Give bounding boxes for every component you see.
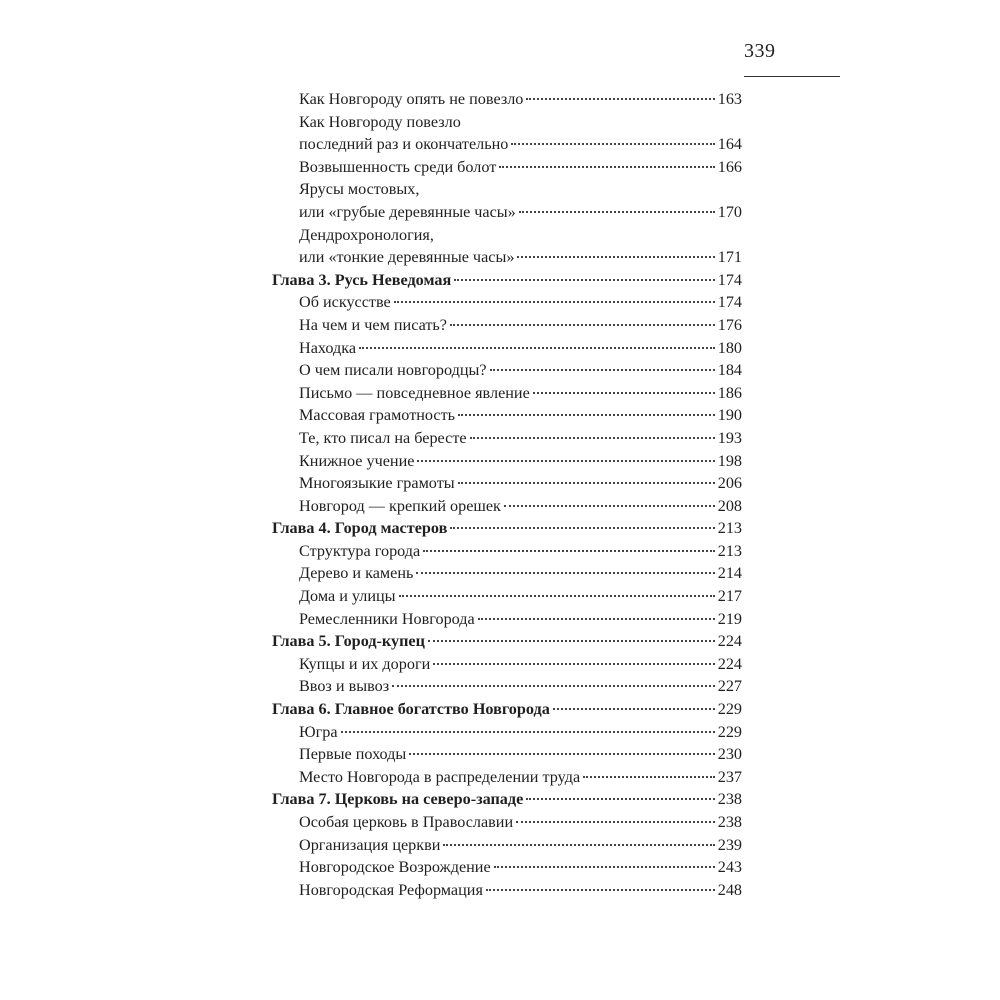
toc-entry-title: Книжное учение xyxy=(299,451,415,470)
toc-section-entry xyxy=(272,427,742,450)
toc-entry-line xyxy=(272,472,742,495)
toc-entry-line xyxy=(272,450,742,473)
toc-entry-line xyxy=(272,585,742,608)
toc-section-entry xyxy=(272,540,742,563)
dot-leader xyxy=(490,369,715,371)
toc-section-entry xyxy=(272,337,742,360)
toc-entry-line xyxy=(272,698,742,721)
toc-entry-page: 190 xyxy=(717,406,742,425)
dot-leader xyxy=(392,685,715,687)
toc-entry-page: 238 xyxy=(717,813,742,831)
toc-entry-line xyxy=(272,517,742,540)
toc-section-entry xyxy=(272,608,742,631)
toc-entry-page: 239 xyxy=(717,835,742,854)
toc-entry-page: 166 xyxy=(717,157,742,176)
toc-entry-title: Как Новгороду опять не повезло xyxy=(299,90,524,108)
dot-leader xyxy=(450,324,715,326)
toc-entry-title: Многоязыкие грамоты xyxy=(299,474,455,493)
toc-entry-line xyxy=(272,721,742,744)
dot-leader xyxy=(423,550,714,552)
toc-entry-title: Глава 7. Церковь на северо-западе xyxy=(272,790,524,809)
toc-entry-page: 229 xyxy=(717,700,742,719)
toc-entry-page: 170 xyxy=(717,202,742,221)
toc-entry-title: Глава 3. Русь Неведомая xyxy=(272,270,452,289)
toc-entry-page: 213 xyxy=(717,541,742,560)
toc-entry-line xyxy=(272,337,742,360)
dot-leader xyxy=(517,256,714,258)
dot-leader xyxy=(478,618,715,620)
toc-section-entry xyxy=(272,766,742,789)
dot-leader xyxy=(359,347,715,349)
toc-entry-line xyxy=(272,743,742,766)
dot-leader xyxy=(450,527,714,529)
dot-leader xyxy=(494,866,715,868)
toc-entry-page: 198 xyxy=(717,451,742,470)
toc-entry-title: Югра xyxy=(299,722,338,741)
toc-entry-title: Ярусы мостовых, xyxy=(299,180,420,199)
toc-entry-line xyxy=(272,856,742,879)
toc-entry-line xyxy=(272,653,742,676)
dot-leader xyxy=(399,595,715,597)
toc-entry-page: 243 xyxy=(717,858,742,877)
toc-entry-title: Первые походы xyxy=(299,745,407,764)
toc-entry-page: 163 xyxy=(717,90,742,108)
toc-entry-title: Те, кто писал на бересте xyxy=(299,428,467,447)
toc-section-entry xyxy=(272,291,742,314)
toc-section-entry xyxy=(272,879,742,902)
toc-entry-page: 230 xyxy=(717,745,742,764)
toc-entry-title: Ремесленники Новгорода xyxy=(299,609,475,628)
toc-entry-title: Глава 4. Город мастеров xyxy=(272,519,448,538)
toc-section-entry xyxy=(272,834,742,857)
toc-chapter-entry xyxy=(272,269,742,292)
toc-entry-line xyxy=(272,427,742,450)
dot-leader xyxy=(526,98,714,100)
dot-leader xyxy=(394,301,715,303)
toc-section-entry xyxy=(272,156,742,179)
toc-entry-page: 219 xyxy=(717,609,742,628)
toc-entry-title: О чем писали новгородцы? xyxy=(299,361,487,380)
toc-section-entry xyxy=(272,382,742,405)
toc-entry-page: 224 xyxy=(717,632,742,651)
toc-entry-line xyxy=(272,766,742,789)
toc-entry-line xyxy=(272,88,742,111)
toc-entry-page: 237 xyxy=(717,767,742,786)
toc-entry-line xyxy=(272,382,742,405)
toc-section-entry xyxy=(272,675,742,698)
toc-section-entry xyxy=(272,811,742,834)
toc-entry-title: Ввоз и вывоз xyxy=(299,677,390,696)
toc-entry-page: 171 xyxy=(717,248,742,267)
dot-leader xyxy=(553,708,715,710)
toc-entry-line xyxy=(272,224,742,247)
toc-entry-line xyxy=(272,314,742,337)
toc-section-entry xyxy=(272,743,742,766)
toc-entry-page: 176 xyxy=(717,315,742,334)
dot-leader xyxy=(583,776,715,778)
toc-entry-page: 174 xyxy=(717,270,742,289)
toc-entry-title: Новгород — крепкий орешек xyxy=(299,496,501,515)
toc-entry-page: 184 xyxy=(717,361,742,380)
toc-entry-title: Дерево и камень xyxy=(299,564,414,583)
toc-entry-line xyxy=(272,495,742,518)
toc-section-entry xyxy=(272,111,742,156)
dot-leader xyxy=(470,437,715,439)
toc-entry-title: или «грубые деревянные часы» xyxy=(299,202,516,221)
toc-section-entry xyxy=(272,314,742,337)
toc-entry-line xyxy=(272,608,742,631)
toc-entry-title: Массовая грамотность xyxy=(299,406,456,425)
toc-entry-title: Находка xyxy=(299,338,357,357)
toc-entry-line xyxy=(272,291,742,314)
toc-entry-title: Купцы и их дороги xyxy=(299,654,431,673)
toc-entry-page: 206 xyxy=(717,474,742,493)
toc-entry-line xyxy=(272,630,742,653)
toc-entry-line xyxy=(272,540,742,563)
toc-entry-line xyxy=(272,834,742,857)
toc-entry-page: 186 xyxy=(717,383,742,402)
toc-entry-title: Глава 6. Главное богатство Новгорода xyxy=(272,700,550,719)
dot-leader xyxy=(504,505,715,507)
dot-leader xyxy=(409,753,714,755)
toc-entry-title: Особая церковь в Православии xyxy=(299,813,514,831)
table-of-contents xyxy=(272,88,742,901)
dot-leader xyxy=(486,889,715,891)
toc-section-entry xyxy=(272,178,742,223)
toc-entry-line xyxy=(272,201,742,224)
dot-leader xyxy=(433,663,714,665)
dot-leader xyxy=(416,572,714,574)
toc-entry-page: 164 xyxy=(717,135,742,154)
dot-leader xyxy=(428,640,715,642)
toc-entry-line xyxy=(272,269,742,292)
toc-section-entry xyxy=(272,88,742,111)
toc-entry-line xyxy=(272,675,742,698)
toc-section-entry xyxy=(272,585,742,608)
toc-section-entry xyxy=(272,359,742,382)
toc-section-entry xyxy=(272,404,742,427)
toc-entry-page: 208 xyxy=(717,496,742,515)
dot-leader xyxy=(443,844,714,846)
toc-entry-page: 248 xyxy=(717,880,742,899)
toc-entry-title: Дома и улицы xyxy=(299,587,396,606)
toc-entry-title: Глава 5. Город-купец xyxy=(272,632,425,651)
toc-chapter-entry xyxy=(272,630,742,653)
toc-entry-title: На чем и чем писать? xyxy=(299,315,447,334)
toc-entry-line xyxy=(272,562,742,585)
toc-entry-page: 224 xyxy=(717,654,742,673)
toc-entry-line xyxy=(272,359,742,382)
toc-entry-title: Дендрохронология, xyxy=(299,225,434,244)
header-rule xyxy=(744,76,840,77)
toc-entry-title: Об искусстве xyxy=(299,293,391,312)
toc-entry-page: 214 xyxy=(717,564,742,583)
toc-entry-title: Новгородская Реформация xyxy=(299,880,483,899)
dot-leader xyxy=(417,460,714,462)
toc-entry-page: 227 xyxy=(717,677,742,696)
toc-entry-title: Структура города xyxy=(299,541,421,560)
toc-entry-page: 193 xyxy=(717,428,742,447)
dot-leader xyxy=(533,392,715,394)
dot-leader xyxy=(458,482,715,484)
toc-chapter-entry xyxy=(272,698,742,721)
dot-leader xyxy=(511,143,714,145)
toc-entry-title: последний раз и окончательно xyxy=(299,135,509,154)
dot-leader xyxy=(341,731,715,733)
toc-entry-line xyxy=(272,246,742,269)
toc-section-entry xyxy=(272,721,742,744)
toc-entry-page: 217 xyxy=(717,587,742,606)
toc-entry-title: Организация церкви xyxy=(299,835,441,854)
toc-entry-line xyxy=(272,133,742,156)
toc-entry-page: 213 xyxy=(717,519,742,538)
toc-chapter-entry xyxy=(272,517,742,540)
toc-entry-title: Письмо — повседневное явление xyxy=(299,383,530,402)
dot-leader xyxy=(519,211,715,213)
toc-section-entry xyxy=(272,224,742,269)
toc-section-entry xyxy=(272,562,742,585)
toc-entry-title: или «тонкие деревянные часы» xyxy=(299,248,515,267)
toc-entry-line xyxy=(272,404,742,427)
dot-leader xyxy=(516,821,715,823)
toc-entry-page: 238 xyxy=(717,790,742,809)
toc-entry-line xyxy=(272,788,742,811)
toc-entry-line xyxy=(272,811,742,834)
page-number: 339 xyxy=(744,40,776,62)
toc-section-entry xyxy=(272,856,742,879)
toc-entry-title: Как Новгороду повезло xyxy=(299,112,461,131)
dot-leader xyxy=(458,414,715,416)
toc-chapter-entry xyxy=(272,788,742,811)
toc-entry-line xyxy=(272,156,742,179)
dot-leader xyxy=(454,279,714,281)
toc-section-entry xyxy=(272,495,742,518)
toc-section-entry xyxy=(272,472,742,495)
toc-entry-title: Возвышенность среди болот xyxy=(299,157,497,176)
toc-entry-title: Место Новгорода в распределении труда xyxy=(299,767,581,786)
toc-entry-page: 180 xyxy=(717,338,742,357)
toc-entry-title: Новгородское Возрождение xyxy=(299,858,491,877)
toc-entry-line xyxy=(272,111,742,134)
toc-entry-page: 174 xyxy=(717,293,742,312)
toc-section-entry xyxy=(272,450,742,473)
dot-leader xyxy=(499,166,714,168)
toc-entry-line xyxy=(272,879,742,902)
toc-entry-line xyxy=(272,178,742,201)
dot-leader xyxy=(526,798,714,800)
toc-entry-page: 229 xyxy=(717,722,742,741)
toc-section-entry xyxy=(272,653,742,676)
